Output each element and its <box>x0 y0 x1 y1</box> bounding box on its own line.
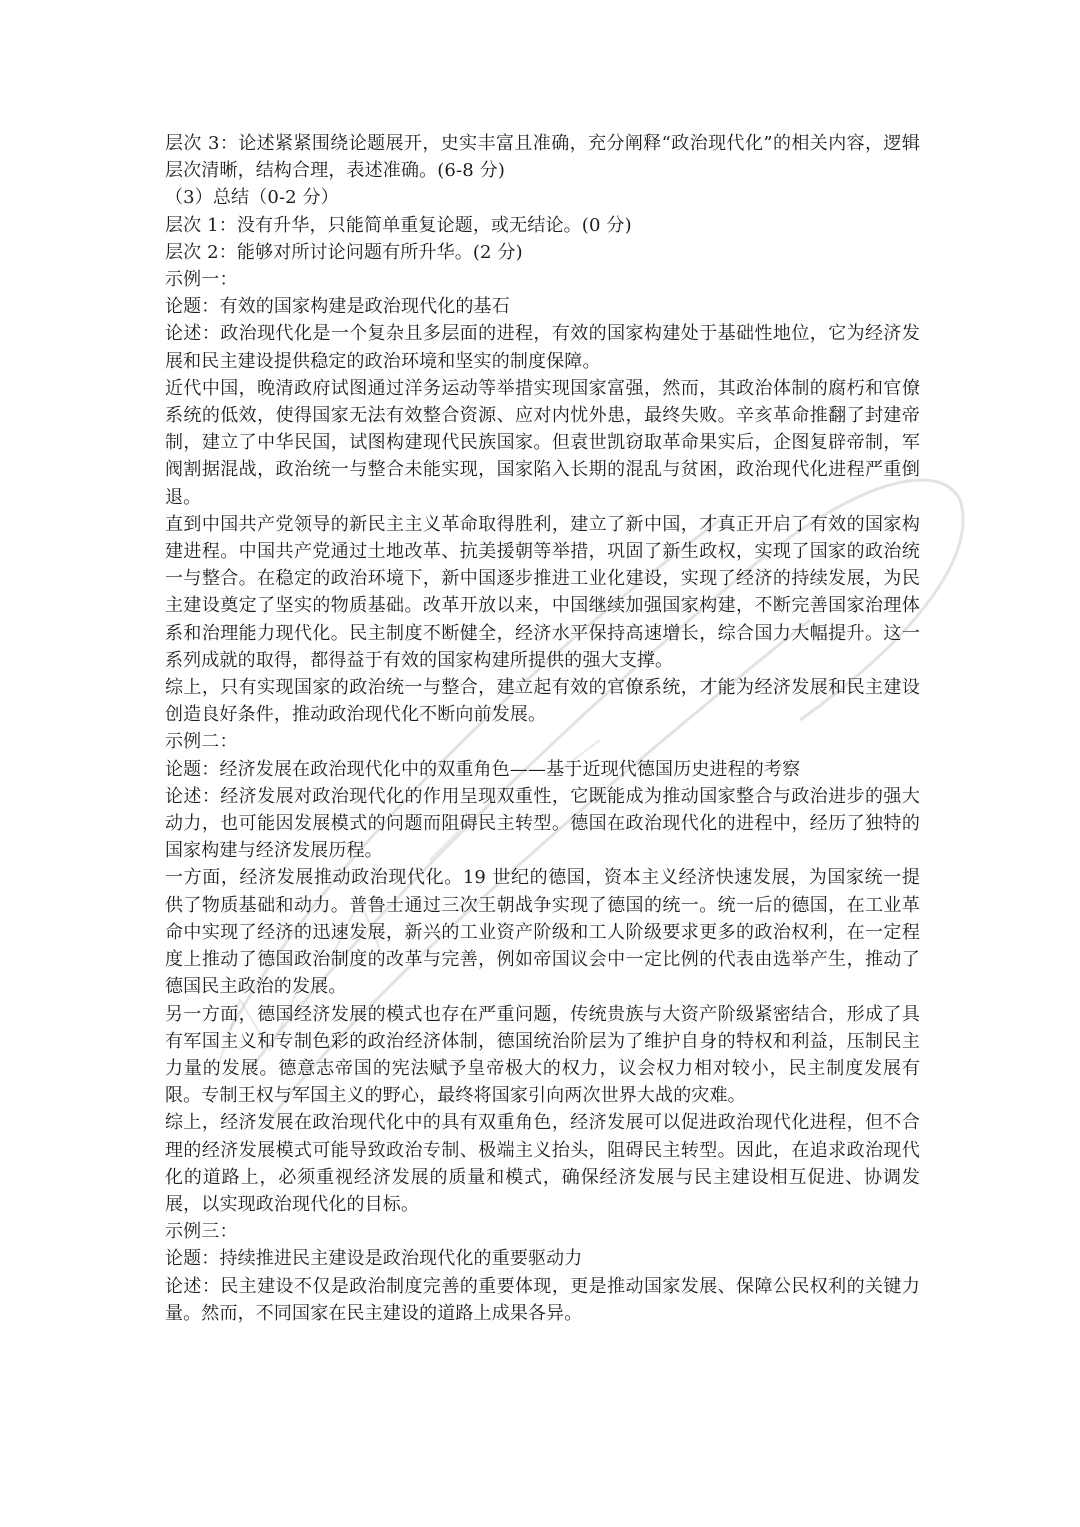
example-1-label: 示例一： <box>165 269 238 291</box>
example-1-paragraph: 综上，只有实现国家的政治统一与整合，建立起有效的官僚系统，才能为经济发展和民主建设创造良好条件，推动政治现代化不断向前发展。 <box>165 677 920 726</box>
example-1-paragraph: 直到中国共产党领导的新民主主义革命取得胜利，建立了新中国，才真正开启了有效的国家构建进程。中国共产党通过土地改革、抗美援朝等举措，巩固了新生政权，实现了国家的政治统一与整合。在稳定的政治环境下，新中国逐步推进工业化建设，实现了经济的持续发展，为民主建设奠定了坚实的物质基础。改革开放以来，中国继续加强国家构建，不断完善国家治理体系和治理能力现代化。民主制度不断健全，经济水平保持高速增长，综合国力大幅提升。这一系列成就的取得，都得益于有效的国家构建所提供的强大支撑。 <box>165 513 920 671</box>
example-1-thesis: 论题：有效的国家构建是政治现代化的基石 <box>165 296 510 318</box>
example-3-paragraph: 论述：民主建设不仅是政治制度完善的重要体现，更是推动国家发展、保障公民权利的关键力量。然而，不同国家在民主建设的道路上成果各异。 <box>165 1275 920 1324</box>
rubric-level-3: 层次 3：论述紧紧围绕论题展开，史实丰富且准确，充分阐释“政治现代化”的相关内容，逻辑层次清晰，结构合理，表述准确。(6-8 分) <box>165 133 920 182</box>
example-2-paragraph: 综上，经济发展在政治现代化中的具有双重角色，经济发展可以促进政治现代化进程，但不合理的经济发展模式可能导致政治专制、极端主义抬头，阻碍民主转型。因此，在追求政治现代化的道路上，必须重视经济发展的质量和模式，确保经济发展与民主建设相互促进、协调发展，以实现政治现代化的目标。 <box>165 1112 920 1215</box>
example-2-paragraph: 另一方面，德国经济发展的模式也存在严重问题，传统贵族与大资产阶级紧密结合，形成了具有军国主义和专制色彩的政治经济体制，德国统治阶层为了维护自身的特权和利益，压制民主力量的发展。德意志帝国的宪法赋予皇帝极大的权力，议会权力相对较小，民主制度发展有限。专制王权与军国主义的野心，最终将国家引向两次世界大战的灾难。 <box>165 1003 920 1107</box>
example-3-thesis: 论题：持续推进民主建设是政治现代化的重要驱动力 <box>165 1248 583 1270</box>
example-1-paragraph: 近代中国，晚清政府试图通过洋务运动等举措实现国家富强，然而，其政治体制的腐朽和官僚系统的低效，使得国家无法有效整合资源、应对内忧外患，最终失败。辛亥革命推翻了封建帝制，建立了中华民国，试图构建现代民族国家。但袁世凯窃取革命果实后，企图复辟帝制，军阀割据混战，政治统一与整合未能实现，国家陷入长期的混乱与贫困，政治现代化进程严重倒退。 <box>165 377 920 508</box>
document-body <box>165 130 920 1327</box>
example-2-thesis: 论题：经济发展在政治现代化中的双重角色——基于近现代德国历史进程的考察 <box>165 758 801 780</box>
rubric-summary-heading: （3）总结（0-2 分） <box>165 187 339 209</box>
example-2-paragraph: 论述：经济发展对政治现代化的作用呈现双重性，它既能成为推动国家整合与政治进步的强大动力，也可能因发展模式的问题而阻碍民主转型。德国在政治现代化的进程中，经历了独特的国家构建与经济发展历程。 <box>165 785 920 862</box>
example-1-paragraph: 论述：政治现代化是一个复杂且多层面的进程，有效的国家构建处于基础性地位，它为经济发展和民主建设提供稳定的政治环境和坚实的制度保障。 <box>165 323 920 372</box>
example-2-label: 示例二： <box>165 731 238 753</box>
rubric-summary-level-1: 层次 1：没有升华，只能简单重复论题，或无结论。(0 分) <box>165 214 632 236</box>
example-2-paragraph: 一方面，经济发展推动政治现代化。19 世纪的德国，资本主义经济快速发展，为国家统一提供了物质基础和动力。普鲁士通过三次王朝战争实现了德国的统一。统一后的德国，在工业革命中实现了经济的迅速发展，新兴的工业资产阶级和工人阶级要求更多的政治权利，在一定程度上推动了德国政治制度的改革与完善，例如帝国议会中一定比例的代表由选举产生，推动了德国民主政治的发展。 <box>165 867 920 998</box>
example-3-label: 示例三： <box>165 1221 238 1243</box>
rubric-summary-level-2: 层次 2：能够对所讨论问题有所升华。(2 分) <box>165 241 523 263</box>
